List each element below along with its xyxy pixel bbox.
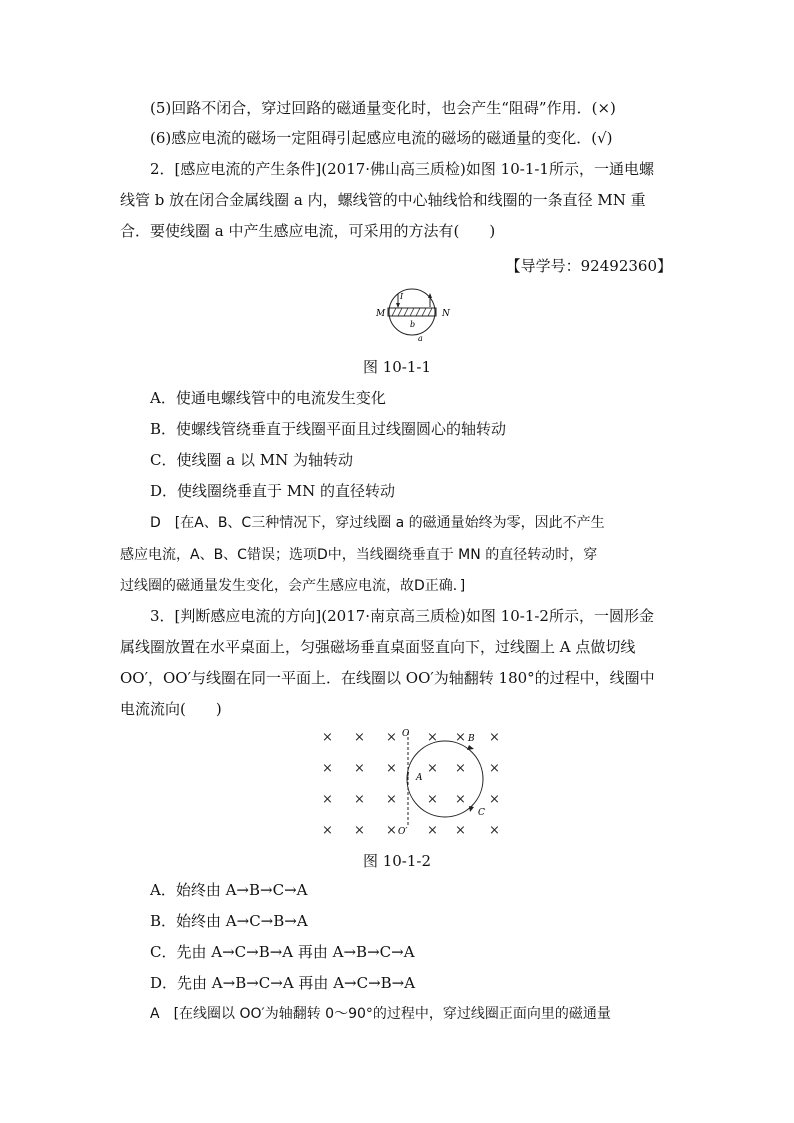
field-cross: × [455, 730, 466, 745]
field-cross: × [386, 761, 397, 776]
q2-option-d: D．使线圈绕垂直于 MN 的直径转动 [150, 482, 396, 500]
q2-stem-line1: 2．[感应电流的产生条件](2017·佛山高三质检)如图 10-1-1所示，一通电螺 [150, 160, 654, 178]
label-B: B [468, 734, 475, 744]
guide-number: 【导学号：92492360】 [505, 257, 672, 275]
q2-option-b: B．使螺线管绕垂直于线圈平面且过线圈圆心的轴转动 [150, 420, 507, 438]
label-b: b [410, 320, 416, 329]
field-cross: × [386, 730, 397, 745]
field-cross: × [455, 823, 466, 838]
figure-caption-10-1-1: 图 10-1-1 [362, 358, 432, 376]
q1-item-6: (6)感应电流的磁场一定阻碍引起感应电流的磁场的磁通量的变化．(√) [150, 129, 613, 147]
label-O: O [402, 729, 410, 739]
figure-10-1-2 [312, 722, 512, 840]
q3-option-d: D．先由 A→B→C→A 再由 A→C→B→A [150, 974, 416, 992]
label-C: C [478, 808, 485, 818]
label-a: a [418, 334, 423, 343]
label-I: I [400, 292, 404, 301]
field-cross: × [354, 761, 365, 776]
q2-stem-line3: 合．要使线圈 a 中产生感应电流，可采用的方法有( ) [120, 222, 496, 240]
field-cross: × [427, 792, 438, 807]
label-A: A [416, 773, 423, 783]
q2-stem-line2: 线管 b 放在闭合金属线圈 a 内，螺线管的中心轴线恰和线圈的一条直径 MN 重 [120, 191, 646, 209]
label-O-prime: O′ [398, 827, 408, 837]
figure-caption-10-1-2: 图 10-1-2 [362, 852, 432, 870]
field-cross: × [322, 730, 333, 745]
field-cross: × [427, 823, 438, 838]
field-cross: × [455, 792, 466, 807]
label-M: M [376, 309, 386, 319]
q3-stem-line1: 3．[判断感应电流的方向](2017·南京高三质检)如图 10-1-2所示，一圆形金 [150, 607, 654, 625]
field-cross: × [322, 761, 333, 776]
q3-option-b: B．始终由 A→C→B→A [150, 912, 308, 930]
field-cross: × [489, 792, 500, 807]
q3-option-c: C．先由 A→C→B→A 再由 A→B→C→A [150, 943, 415, 961]
field-cross: × [455, 761, 466, 776]
q2-answer-line3: 过线圈的磁通量发生变化，会产生感应电流，故D正确．] [120, 578, 466, 594]
field-cross: × [322, 823, 333, 838]
field-cross: × [354, 730, 365, 745]
q2-answer-line2: 感应电流，A、B、C错误；选项D中，当线圈绕垂直于 MN 的直径转动时，穿 [120, 547, 598, 563]
label-N: N [442, 309, 450, 319]
q1-item-5: (5)回路不闭合，穿过回路的磁通量变化时，也会产生“阻碍”作用．(×) [150, 99, 616, 117]
field-cross: × [427, 761, 438, 776]
q2-answer-line1: D [在A、B、C三种情况下，穿过线圈 a 的磁通量始终为零，因此不产生 [150, 515, 605, 531]
field-cross: × [354, 792, 365, 807]
field-cross: × [489, 730, 500, 745]
q2-option-a: A．使通电螺线管中的电流发生变化 [150, 389, 386, 407]
q3-stem-line2: 属线圈放置在水平桌面上，匀强磁场垂直桌面竖直向下，过线圈上 A 点做切线 [120, 638, 636, 656]
field-cross: × [354, 823, 365, 838]
field-cross: × [322, 792, 333, 807]
field-cross: × [489, 823, 500, 838]
q3-stem-line3: OO′，OO′与线圈在同一平面上．在线圈以 OO′为轴翻转 180°的过程中，线圈中 [120, 669, 655, 687]
field-cross: × [386, 792, 397, 807]
field-cross: × [489, 761, 500, 776]
q3-stem-line4: 电流流向( ) [120, 700, 222, 718]
q3-answer-line1: A [在线圈以 OO′为轴翻转 0～90°的过程中，穿过线圈正面向里的磁通量 [150, 1006, 611, 1022]
figure-10-1-1 [370, 282, 455, 344]
solenoid-windings [392, 308, 432, 316]
field-cross: × [386, 823, 397, 838]
field-cross: × [427, 730, 438, 745]
q2-option-c: C．使线圈 a 以 MN 为轴转动 [150, 451, 353, 469]
q3-option-a: A．始终由 A→B→C→A [150, 881, 308, 899]
